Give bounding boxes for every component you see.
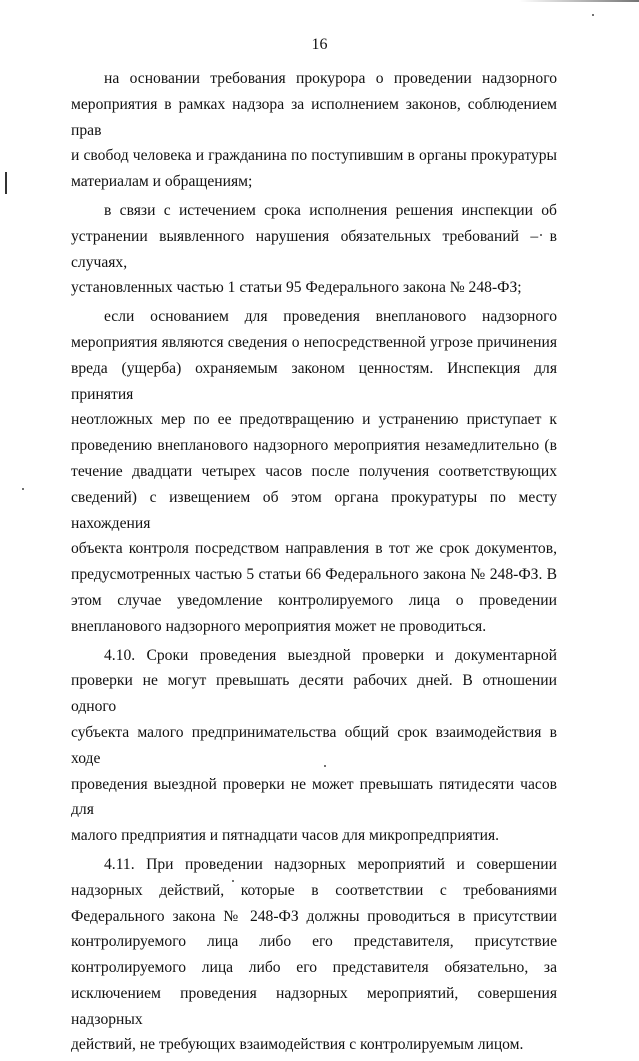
text-line: предусмотренных частью 5 статьи 66 Федерального закона № 248-ФЗ. В [71, 566, 557, 584]
text-line: в связи с истечением срока исполнения решения инспекции об [104, 201, 557, 219]
text-line: проведения выездной проверки не может превышать пятидесяти часов для [71, 775, 557, 819]
paragraph [71, 852, 557, 1058]
text-line: на основании требования прокурора о проведении надзорного [104, 70, 557, 87]
scan-edge-mark [519, 0, 639, 2]
scan-speck [592, 14, 594, 16]
text-line: объекта контроля посредством направления в тот же срок документов, [71, 540, 557, 558]
text-line: этом случае уведомление контролируемого лица о проведении [71, 591, 557, 609]
text-line: установленных частью 1 статьи 95 Федерального закона № 248-ФЗ; [71, 279, 522, 297]
scan-margin-mark [5, 172, 7, 194]
text-line: контролируемого лица либо его представителя обязательно, за [71, 959, 557, 977]
page-number: 16 [311, 36, 328, 53]
text-line: надзорных действий, которые в соответствии с требованиями [71, 881, 557, 899]
text-line: мероприятия являются сведения о непосредственной угрозе причинения [71, 333, 557, 351]
scan-speck [22, 488, 24, 490]
text-line: материалам и обращениям; [71, 173, 253, 191]
paragraph [71, 66, 557, 195]
text-line: исключением проведения надзорных мероприятий, совершения надзорных [71, 984, 557, 1028]
text-line: внепланового надзорного мероприятия может не проводиться. [71, 617, 487, 635]
text-line: течение двадцати четырех часов после получения соответствующих [71, 462, 557, 480]
text-line: устранении выявленного нарушения обязательных требований – в случаях, [71, 227, 557, 271]
text-line: если основанием для проведения внепланового надзорного [104, 308, 557, 326]
text-line: 4.10. Сроки проведения выездной проверки и документарной [104, 646, 557, 664]
paragraph [71, 304, 557, 639]
text-line: и свобод человека и гражданина по поступившим в органы прокуратуры [71, 147, 557, 165]
body-text [71, 66, 557, 1061]
text-line: проверки не могут превышать десяти рабочих дней. В отношении одного [71, 672, 557, 716]
text-line: сведений) с извещением об этом органа прокуратуры по месту нахождения [71, 488, 557, 532]
text-line: субъекта малого предпринимательства общий срок взаимодействия в ходе [71, 723, 557, 767]
paragraph [71, 643, 557, 849]
text-line: малого предприятия и пятнадцати часов для микропредприятия. [71, 827, 500, 845]
text-line: действий, не требующих взаимодействия с контролируемым лицом. [71, 1036, 524, 1054]
text-line: 4.11. При проведении надзорных мероприятий и совершении [104, 855, 557, 873]
text-line: проведению внепланового надзорного мероприятия незамедлительно (в [71, 437, 557, 455]
text-line: неотложных мер по ее предотвращению и устранению приступает к [71, 411, 557, 429]
paragraph [71, 198, 557, 301]
text-line: мероприятия в рамках надзора за исполнением законов, соблюдением прав [71, 95, 557, 139]
text-line: вреда (ущерба) охраняемым законом ценностям. Инспекция для принятия [71, 359, 557, 403]
text-line: контролируемого лица либо его представителя, присутствие [71, 933, 557, 951]
text-line: Федерального закона № 248-ФЗ должны проводиться в присутствии [71, 907, 557, 925]
